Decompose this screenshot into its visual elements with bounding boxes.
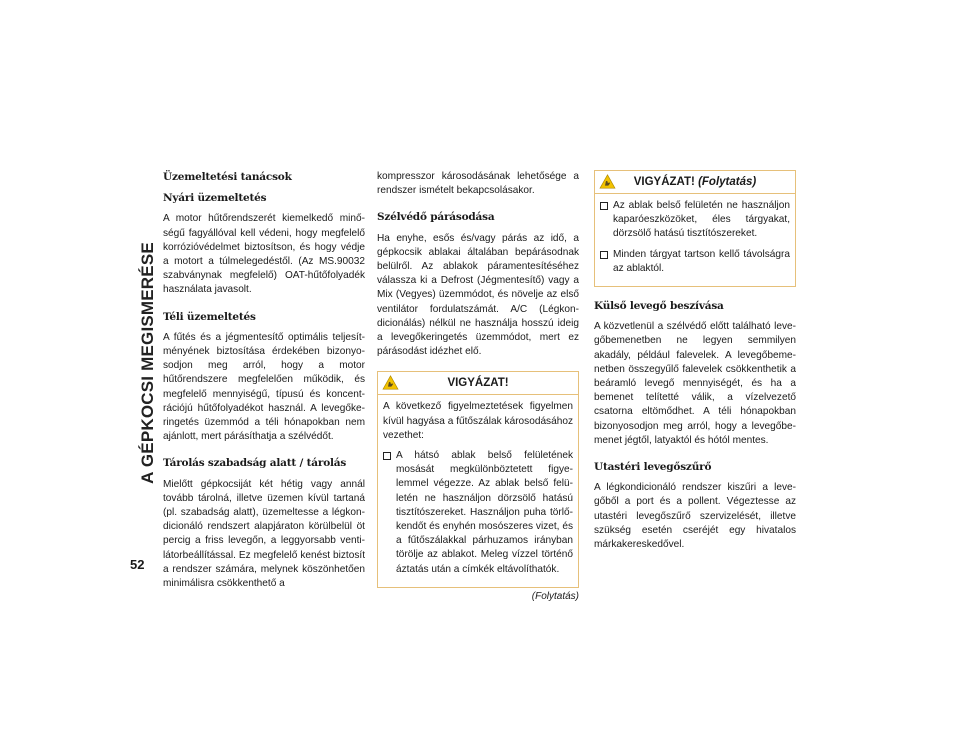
checkbox-bullet-icon bbox=[600, 202, 608, 210]
paragraph-vacation-storage: Mielőtt gépkocsiját két hétig vagy annál tovább tárolná, illetve üzemen kívül tartaná (pl. szabadság alatt), üzemeltesse a légkon-dicionáló rendszert alapjáraton körülbelül öt percig a friss levegőn, a leggyorsabb venti-látorbeállítással. Ez megfelelő kenést biztosít a rendszer számára, melynek köszönhetően minimálisra csökkenthető a bbox=[163, 478, 365, 590]
warning-body-continued bbox=[595, 194, 795, 286]
paragraph-cabin-air-filter: A légkondicionáló rendszer kiszűri a leve-gőből a port és a pollent. Végeztesse az utastéri levegőszűrő szervizelését, illetve szükség esetén cseréjét egy hivatalos márkakereskedővel. bbox=[594, 482, 796, 551]
column-1 bbox=[163, 170, 365, 603]
side-chapter-title bbox=[138, 165, 158, 560]
warning-bullet bbox=[600, 199, 790, 242]
heading-operating-tips: Üzemeltetési tanácsok bbox=[163, 171, 292, 183]
warning-title: VIGYÁZAT! bbox=[447, 377, 509, 390]
paragraph-compressor-continued: kompresszor károsodásának lehetősége a rendszer ismételt bekapcsolásakor. bbox=[377, 171, 579, 197]
page-number: 52 bbox=[130, 557, 145, 572]
continued-label: (Folytatás) bbox=[531, 590, 579, 602]
warning-bullet bbox=[383, 449, 573, 577]
warning-header-continued bbox=[595, 171, 795, 194]
checkbox-bullet-icon bbox=[383, 452, 391, 460]
column-3 bbox=[594, 170, 796, 564]
heading-winter-operation: Téli üzemeltetés bbox=[163, 310, 256, 323]
warning-bullet bbox=[600, 248, 790, 276]
warning-title-suffix: (Folytatás) bbox=[698, 176, 757, 188]
warning-box bbox=[377, 371, 579, 587]
paragraph-windshield-fogging: Ha enyhe, esős és/vagy párás az idő, a gépkocsik ablakai általában bepárásodnak belülről. Az ablakok páramentesítéséhez válassza ki a Defrost (Jégmentesítő) vagy a Mix (Vegyes) üzemmódot, és növelje az első ventilátor fordulatszámát. A/C (Légkon-dicionálás) nélkül ne használja hosszú ideig a levegőkeringetés üzemmódot, mert ez párásodást idézhet elő. bbox=[377, 232, 579, 358]
paragraph-outside-air-intake: A közvetlenül a szélvédő előtt található leve-gőbemenetben ne legyen semmilyen akadály, például falevelek. A levegőbeme-netben összegyűlő falevelek csökkenthetik a beáramló levegő mennyiségét, és ha a bemenet telítetté válik, a vízelvezető csatorna eltömődhet. A téli hónapokban bizonyosodjon meg arról, hogy a levegőbe-menet jégtől, latyaktól és hótól mentes. bbox=[594, 321, 796, 446]
heading-summer-operation: Nyári üzemeltetés bbox=[163, 192, 267, 205]
paragraph-summer-operation: A motor hűtőrendszerét kiemelkedő minő-ségű fagyállóval kell védeni, hogy megfelelő korrózióvédelmet biztosítson, és hogy védje a motort a túlmelegedéstől. (Az MS.90032 szabványnak megfelelő) OAT-hűtőfolyadék használata javasolt. bbox=[163, 213, 365, 296]
warning-intro: A következő figyelmeztetések figyelmen kívül hagyása a fűtőszálak károsodásához vezethet: bbox=[383, 401, 573, 441]
warning-triangle-hand-icon bbox=[599, 174, 616, 189]
heading-windshield-fogging: Szélvédő párásodása bbox=[377, 211, 495, 224]
warning-header bbox=[378, 372, 578, 395]
warning-bullet-text: A hátsó ablak belső felületének mosását megkülönböztetett figye-lemmel végezze. Az ablak belső felü-letén ne használjon dörzsölő hatású tisztítószereket. Használjon puha törlő-kendőt és enyhén mosószeres vizet, és a fűtőszálakkal párhuzamos irányban törölje az ablakot. Meleg vízzel történő áztatás után a címkék eltávolíthatók. bbox=[396, 450, 573, 575]
warning-bullet-text: Minden tárgyat tartson kellő távolságra az ablaktól. bbox=[613, 248, 790, 274]
side-chapter-title-text: A GÉPKOCSI MEGISMERÉSE bbox=[138, 241, 157, 484]
checkbox-bullet-icon bbox=[600, 251, 608, 259]
warning-triangle-hand-icon bbox=[382, 375, 399, 390]
column-2 bbox=[377, 170, 579, 604]
heading-outside-air-intake: Külső levegő beszívása bbox=[594, 300, 724, 313]
paragraph-winter-operation: A fűtés és a jégmentesítő optimális teljesít-ményének biztosítása érdekében bizonyo-sodjon meg arról, hogy a motor hűtőrendszere megfelelően működik, és megfelelő mennyiségű, típusú és koncent-rációjú hűtőfolyadékot használ. A levegőke-ringetés üzemmód a téli hónapokban nem ajánlott, mert párásíthatja a szélvédőt. bbox=[163, 331, 365, 443]
warning-bullet-text: Az ablak belső felületén ne használjon kaparóeszközöket, éles tárgyakat, dörzsölő hatású tisztítószereket. bbox=[613, 200, 790, 240]
warning-body bbox=[378, 395, 578, 586]
heading-cabin-air-filter: Utastéri levegőszűrő bbox=[594, 461, 712, 474]
warning-title: VIGYÁZAT! bbox=[633, 176, 695, 188]
warning-box-continued bbox=[594, 170, 796, 287]
heading-vacation-storage: Tárolás szabadság alatt / tárolás bbox=[163, 457, 347, 470]
